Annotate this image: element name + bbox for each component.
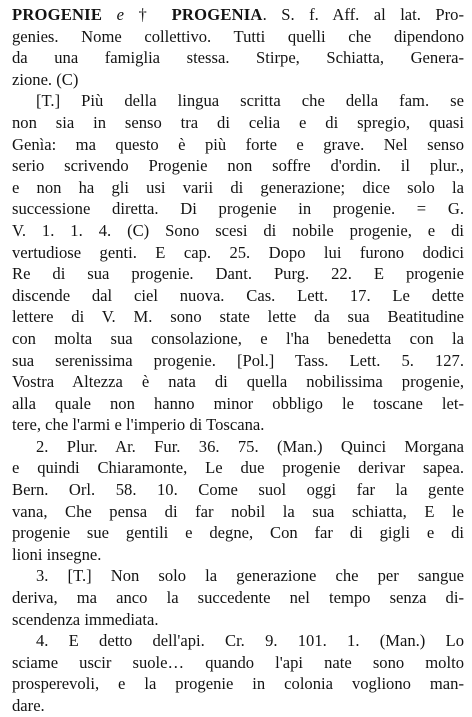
text-line: 3. [T.] Non solo la generazione che per sangue: [36, 566, 464, 586]
text-line: successione diretta. Di progenie in progenie. = G.: [12, 199, 464, 219]
text-line: vertudiose genti. E cap. 25. Dopo lui furono dodici: [12, 242, 464, 262]
text-line: zione. (C): [12, 69, 79, 89]
headword-conjunction: e: [102, 5, 139, 24]
text-line: genies. Nome collettivo. Tutti quelli che dipendono: [12, 26, 464, 46]
headword-variant: PROGENIA: [171, 5, 263, 24]
text-line: serio scrivendo Progenie non soffre d'ordin. il plur.,: [12, 156, 464, 176]
text-line: Re di sua progenie. Dant. Purg. 22. E progenie: [12, 264, 464, 284]
headword-line: [12, 4, 464, 26]
text-line: sciame uscir suole… quando l'api nate sono molto: [12, 652, 464, 672]
text-line: . S. f. Aff. al lat. Pro-: [262, 5, 464, 24]
text-line: da una famiglia stessa. Stirpe, Schiatta, Genera-: [12, 48, 464, 68]
text-line: lioni insegne.: [12, 544, 102, 564]
text-line: 4. E detto dell'api. Cr. 9. 101. 1. (Man.) Lo: [36, 631, 464, 651]
text-line: lettere di V. M. sono state lette da sua Beatitudine: [12, 307, 464, 327]
text-line: V. 1. 1. 4. (C) Sono scesi di nobile progenie, e di: [12, 220, 464, 240]
text-line: sua serenissima progenie. [Pol.] Tass. Lett. 5. 127.: [12, 350, 464, 370]
text-line: alla quale non hanno minor obbligo le toscane let-: [12, 393, 464, 413]
text-line: 2. Plur. Ar. Fur. 36. 75. (Man.) Quinci Morgana: [36, 436, 464, 456]
headword: PROGENIE: [12, 5, 103, 24]
text-line: progenie sue gentili e degne, Con far di gigli e di: [12, 523, 464, 543]
dagger-mark: †: [138, 5, 158, 24]
text-line: dare.: [12, 696, 45, 715]
text-line: tere, che l'armi e l'imperio di Toscana.: [12, 415, 265, 435]
text-line: e non ha gli usi varii di generazione; dice solo la: [12, 177, 464, 197]
text-line: discende dal ciel nuova. Cas. Lett. 17. Le dette: [12, 285, 464, 305]
text-line: vana, Che pensa di far nobil la sua schiatta, E le: [12, 501, 464, 521]
text-line: scendenza immediata.: [12, 609, 159, 629]
text-line: deriva, ma anco la succedente nel tempo senza di-: [12, 588, 464, 608]
text-line: non sia in senso tra di celia e di spregio, quasi: [12, 112, 464, 132]
text-line: e quindi Chiaramonte, Le due progenie derivar sapea.: [12, 458, 464, 478]
text-line: Genìa: ma questo è più forte e grave. Nel senso: [12, 134, 464, 154]
text-line: con molta sua consolazione, e l'ha benedetta con la: [12, 328, 464, 348]
text-line: [T.] Più della lingua scritta che della fam. se: [36, 91, 464, 111]
text-line: prosperevoli, e la progenie in colonia vogliono man-: [12, 674, 464, 694]
text-line: Vostra Altezza è nata di quella nobilissima progenie,: [12, 372, 464, 392]
text-line: Bern. Orl. 58. 10. Come suol oggi far la gente: [12, 480, 464, 500]
